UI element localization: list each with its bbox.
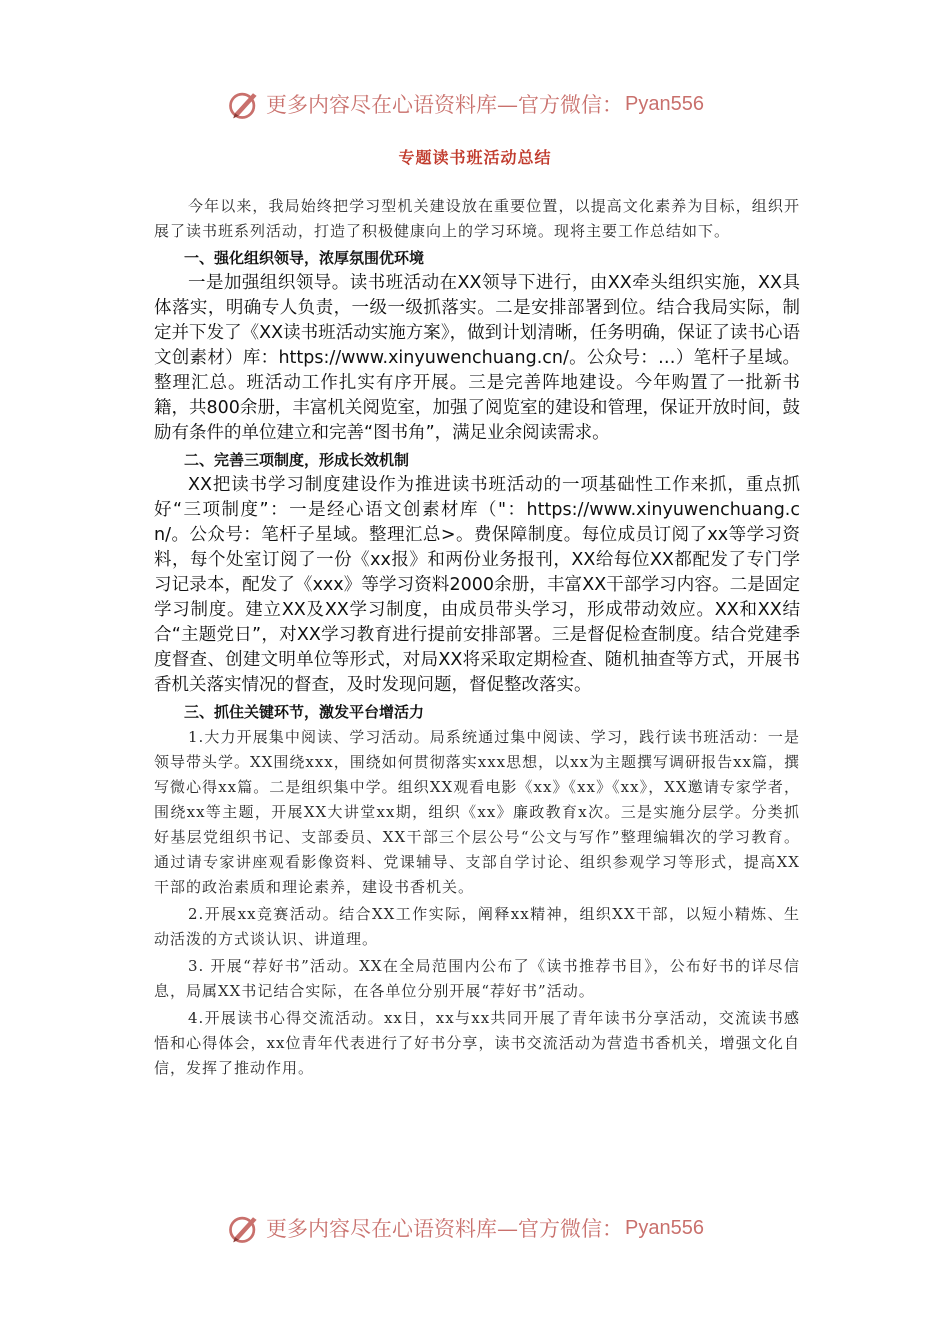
watermark-id: Pyan556: [625, 92, 704, 115]
watermark-text: 更多内容尽在心语资料库—官方微信：: [266, 1217, 623, 1241]
section3-item-2: 2.开展xx竞赛活动。结合XX工作实际，阐释xx精神，组织XX干部，以短小精炼、生动活泼的方式谈认识、讲道理。: [154, 905, 800, 948]
watermark-header: [226, 84, 746, 124]
watermark-footer: [226, 1208, 746, 1248]
watermark-text: 更多内容尽在心语资料库—官方微信：: [266, 93, 623, 117]
document-body: [154, 194, 800, 1083]
watermark-id: Pyan556: [625, 1216, 704, 1239]
section3-item-3: 3. 开展“荐好书”活动。XX在全局范围内公布了《读书推荐书目》，公布好书的详尽信息，局属XX书记结合实际，在各单位分别开展“荐好书”活动。: [154, 957, 800, 1000]
section-body-1: 一是加强组织领导。读书班活动在XX领导下进行，由XX牵头组织实施，XX具体落实，明确专人负责，一级一级抓落实。二是安排部署到位。结合我局实际，制定并下发了《XX读书班活动实施方案》，做到计划清晰，任务明确，保证了读书心语文创素材）库：https://www.xinyuwenchuang.cn/。公众号：…）笔杆子星域。整理汇总。班活动工作扎实有序开展。三是完善阵地建设。今年购置了一批新书籍，共800余册，丰富机关阅览室，加强了阅览室的建设和管理，保证开放时间，鼓励有条件的单位建立和完善“图书角”，满足业余阅读需求。: [154, 273, 800, 443]
section3-item-4: 4.开展读书心得交流活动。xx日，xx与xx共同开展了青年读书分享活动，交流读书感悟和心得体会，xx位青年代表进行了好书分享，读书交流活动为营造书香机关，增强文化自信，发挥了推动作用。: [154, 1009, 800, 1077]
section-heading-2: 二、完善三项制度，形成长效机制: [184, 451, 410, 469]
section-body-2: XX把读书学习制度建设作为推进读书班活动的一项基础性工作来抓，重点抓好“三项制度”：一是经心语文创素材库（"：https://www.xinyuwenchuang.cn/。公众号：笔杆子星域。整理汇总>。费保障制度。每位成员订阅了xx等学习资料，每个处室订阅了一份《xx报》和两份业务报刊，XX给每位XX都配发了专门学习记录本，配发了《xxx》等学习资料2000余册，丰富XX干部学习内容。二是固定学习制度。建立XX及XX学习制度，由成员带头学习，形成带动效应。XX和XX结合“主题党日”，对XX学习教育进行提前安排部署。三是督促检查制度。结合党建季度督查、创建文明单位等形式，对局XX将采取定期检查、随机抽查等方式，开展书香机关落实情况的督查，及时发现问题，督促整改落实。: [154, 475, 800, 695]
intro-paragraph: 今年以来，我局始终把学习型机关建设放在重要位置，以提高文化素养为目标，组织开展了读书班系列活动，打造了积极健康向上的学习环境。现将主要工作总结如下。: [154, 197, 800, 240]
pen-logo-icon: [226, 86, 262, 122]
document-title: 专题读书班活动总结: [398, 148, 552, 167]
section3-item-1: 1.大力开展集中阅读、学习活动。局系统通过集中阅读、学习，践行读书班活动：一是领导带头学。XX围绕xxx，围绕如何贯彻落实xxx思想，以xx为主题撰写调研报告xx篇，撰写微心得xx篇。二是组织集中学。组织XX观看电影《xx》《xx》《xx》，XX邀请专家学者，围绕xx等主题，开展XX大讲堂xx期，组织《xx》廉政教育x次。三是实施分层学。分类抓好基层党组织书记、支部委员、XX干部三个层公号“公文与写作”整理编辑次的学习教育。通过请专家讲座观看影像资料、党课辅导、支部自学讨论、组织参观学习等形式，提高XX干部的政治素质和理论素养，建设书香机关。: [154, 728, 800, 896]
pen-logo-icon: [226, 1210, 262, 1246]
section-heading-1: 一、强化组织领导，浓厚氛围优环境: [184, 249, 425, 267]
section-heading-3: 三、抓住关键环节，激发平台增活力: [184, 703, 425, 721]
